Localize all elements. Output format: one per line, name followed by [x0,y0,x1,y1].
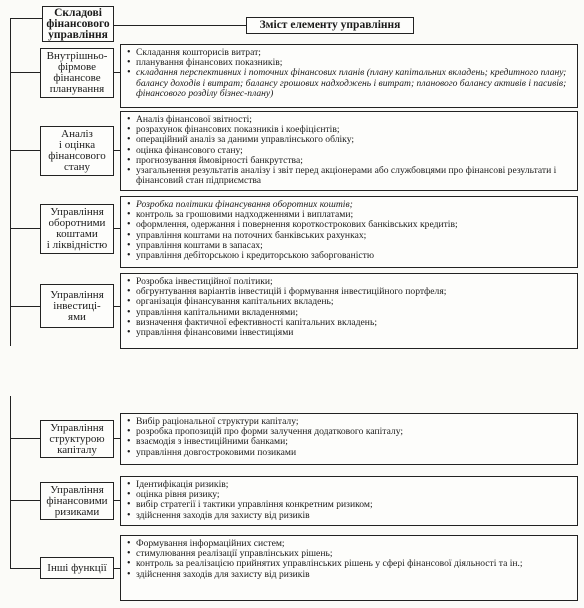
risks-item-1: • оцінка рівня ризику; [127,490,573,500]
investments-item-3: • управління капітальними вкладеннями; [127,308,573,318]
label-planning: Внутрішньо- фірмове фінансове планування [46,50,108,95]
connector-root [10,18,42,19]
investments-item-0: • Розробка інвестиційної політики; [127,277,573,287]
analysis-item-3: • оцінка фінансового стану; [127,146,573,156]
other-item-1: • стимулювання реалізації управлінських рішень; [127,549,573,559]
label-box-analysis [40,126,114,176]
connector-other [10,568,40,569]
working-capital-item-2: • оформлення, одержання і повернення короткострокових банківських кредитів; [127,220,573,230]
working-capital-item-1: • контроль за грошовими надходженнями і виплатами; [127,210,573,220]
content-box-analysis [120,111,578,191]
content-box-other [120,535,578,601]
working-capital-item-5: • управління дебіторською і кредиторською заборгованістю [127,251,573,261]
connector-capital-structure [10,438,40,439]
risks-item-2: • вибір стратегії і тактики управління конкретним ризиком; [127,500,573,510]
connector-investments [10,306,40,307]
capital-structure-item-0: • Вибір раціональної структури капіталу; [127,417,573,427]
planning-item-1: • планування фінансових показників; [127,58,573,68]
analysis-item-1: • розрахунок фінансових показників і коефіцієнтів; [127,125,573,135]
capital-structure-item-1: • розробка пропозицій про форми залучення додаткового капіталу; [127,427,573,437]
investments-item-2: • організація фінансування капітальних вкладень; [127,297,573,307]
content-box-working-capital [120,196,578,268]
label-box-capital-structure [40,420,114,458]
capital-structure-item-3: • управління довгостроковими позиками [127,448,573,458]
connector-planning [10,72,40,73]
label-working-capital: Управління оборотними коштами і ліквідністю [46,206,108,251]
investments-item-1: • обгрунтування варіантів інвестицій і формування інвестиційного портфеля; [127,287,573,297]
other-item-0: • Формування інформаційних систем; [127,539,573,549]
root-label: Складові фінансового управління [46,6,110,41]
label-box-other [40,557,114,579]
spine-top-tail [10,288,11,346]
label-box-investments [40,284,114,328]
risks-item-0: • Ідентифікація ризиків; [127,480,573,490]
content-header-box [246,17,414,34]
content-box-investments [120,273,578,349]
label-other: Інші функції [47,561,107,574]
label-capital-structure: Управління структурою капіталу [49,421,105,456]
analysis-item-4: • прогнозування ймовірності банкрутства; [127,156,573,166]
analysis-item-0: • Аналіз фінансової звітності; [127,115,573,125]
other-item-3: • здійснення заходів для захисту від ризиків [127,570,573,580]
header-connector [114,25,246,26]
planning-item-2: • складання перспективних і поточних фінансових планів (плану капітальних вкладень; кредитного плану; балансу доходів і витрат; балансу грошових надходжень і витрат; планового балансу активів і пасивів; фінансового розділу бізнес-плану) [127,68,573,99]
analysis-item-2: • операційний аналіз за даними управлінського обліку; [127,135,573,145]
investments-item-5: • управління фінансовими інвестиціями [127,328,573,338]
connector-analysis [10,150,40,151]
content-box-risks [120,476,578,526]
label-box-working-capital [40,204,114,254]
label-box-planning [40,48,114,98]
content-box-capital-structure [120,413,578,465]
planning-item-0: • Складання кошторисів витрат; [127,48,573,58]
working-capital-item-4: • управління коштами в запасах; [127,241,573,251]
root-box [42,6,114,42]
spine-top [10,18,11,288]
spine-bottom [10,396,11,568]
other-item-2: • контроль за реалізацією прийнятих управлінських рішень у сфері фінансової діяльності та ін.; [127,559,573,569]
label-risks: Управління фінансовими ризиками [46,483,108,518]
connector-working-capital [10,228,40,229]
working-capital-item-3: • управління коштами на поточних банківських рахунках; [127,231,573,241]
risks-item-3: • здійснення заходів для захисту від ризиків [127,511,573,521]
capital-structure-item-2: • взаємодія з інвестиційними банками; [127,437,573,447]
analysis-item-5: • узагальнення результатів аналізу і звіт перед акціонерами або службовцями про фінансові результати і фінансовий стан підприємства [127,166,573,186]
content-header-label: Зміст елементу управління [259,19,401,31]
label-investments: Управління інвестиці- ями [50,288,104,323]
label-box-risks [40,482,114,520]
label-analysis: Аналіз і оцінка фінансового стану [48,128,106,173]
working-capital-item-0: • Розробка політики фінансування оборотних коштів; [127,200,573,210]
connector-risks [10,500,40,501]
investments-item-4: • визначення фактичної ефективності капітальних вкладень; [127,318,573,328]
content-box-planning [120,44,578,108]
